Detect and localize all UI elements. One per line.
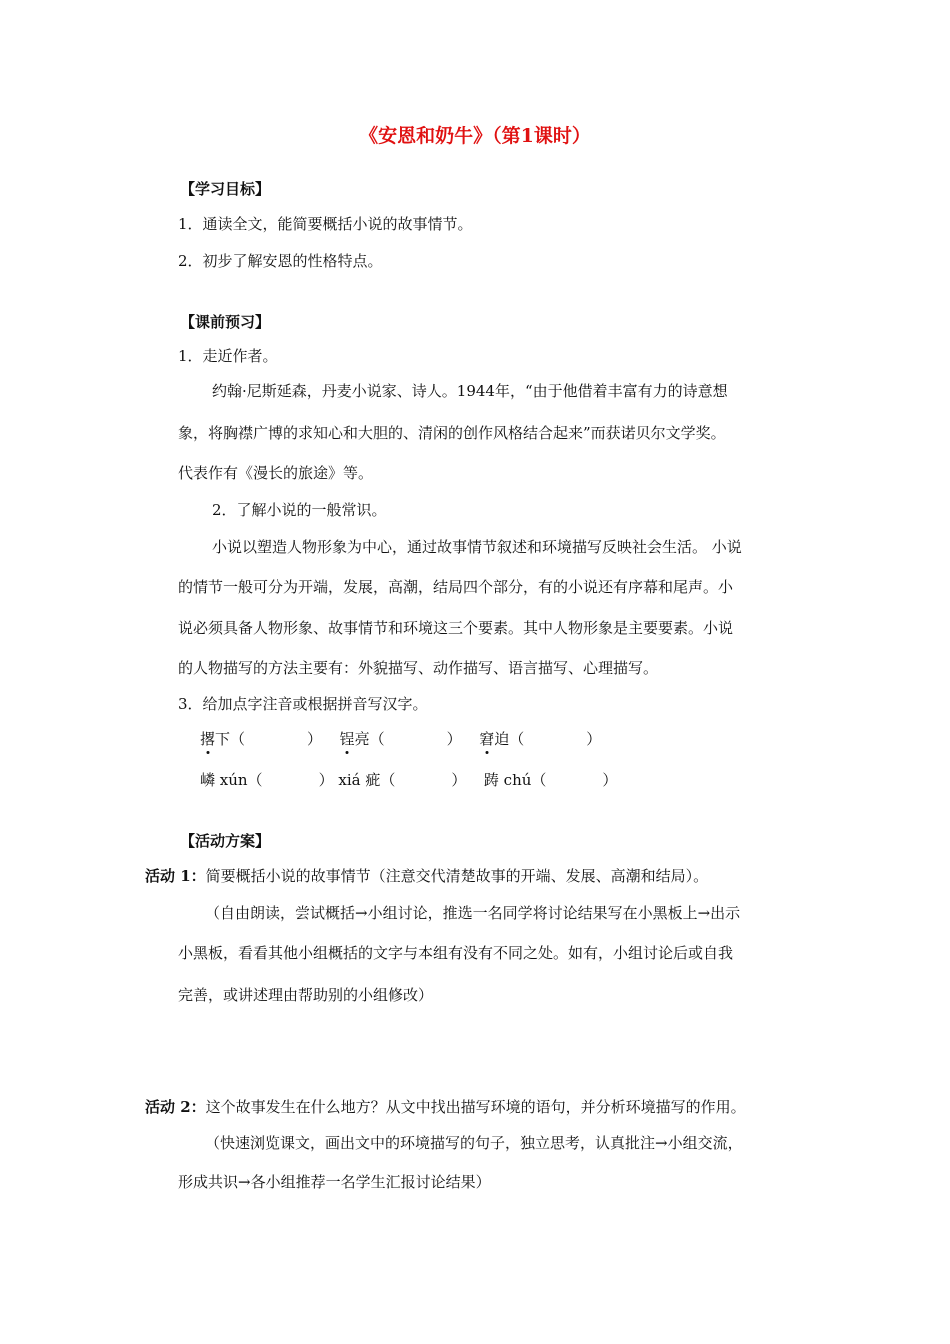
novel-line-1: 小说以塑造人物形象为中心，通过故事情节叙述和环境描写反映社会生活。 小说 <box>212 538 742 556</box>
word-item: xiá 疵（ ） <box>338 771 467 789</box>
activity-2-label: 活动 2： <box>145 1098 206 1116</box>
objective-item-2: 2．初步了解安恩的性格特点。 <box>178 252 383 270</box>
preview-heading: 【课前预习】 <box>180 313 271 331</box>
activity-1 <box>145 866 708 886</box>
word-item: 踌 chú（ ） <box>483 771 618 789</box>
word-item: 窘迫（ ） <box>479 730 602 748</box>
preview-item-1-label: 1．走近作者。 <box>178 347 278 365</box>
word-item: 锃亮（ ） <box>339 730 462 748</box>
activity-2-line-2: 形成共识→各小组推荐一名学生汇报讨论结果） <box>178 1173 491 1191</box>
activity-1-line-3: 完善，或讲述理由帮助别的小组修改） <box>178 986 434 1004</box>
word-item: 嶙 xún（ ） <box>200 771 334 789</box>
activity-1-line-1: （自由朗读，尝试概括→小组讨论，推选一名同学将讨论结果写在小黑板上→出示 <box>205 904 741 922</box>
activity-2-line-1: （快速浏览课文，画出文中的环境描写的句子，独立思考，认真批注→小组交流， <box>205 1134 743 1152</box>
activity-1-label: 活动 1： <box>145 867 206 885</box>
preview-item-3-label: 3．给加点字注音或根据拼音写汉字。 <box>178 695 428 713</box>
author-line-1: 约翰·尼斯延森，丹麦小说家、诗人。1944年，“由于他借着丰富有力的诗意想 <box>212 382 728 400</box>
page-title: 《安恩和奶牛》（第1课时） <box>359 125 591 147</box>
novel-line-4: 的人物描写的方法主要有：外貌描写、动作描写、语言描写、心理描写。 <box>178 659 659 677</box>
novel-line-2: 的情节一般可分为开端，发展，高潮，结局四个部分，有的小说还有序幕和尾声。小 <box>178 578 734 596</box>
preview-item-2-label: 2．了解小说的一般常识。 <box>212 501 387 519</box>
objectives-heading: 【学习目标】 <box>180 180 271 198</box>
pinyin-row-2 <box>200 770 617 790</box>
pinyin-row-1 <box>200 729 601 749</box>
activities-heading: 【活动方案】 <box>180 832 271 850</box>
author-line-3: 代表作有《漫长的旅途》等。 <box>178 464 374 482</box>
word-item: 撂下（ ） <box>200 730 323 748</box>
objective-item-1: 1．通读全文，能简要概括小说的故事情节。 <box>178 215 473 233</box>
activity-2-text: 这个故事发生在什么地方？从文中找出描写环境的语句，并分析环境描写的作用。 <box>205 1098 746 1116</box>
activity-2 <box>145 1097 746 1117</box>
activity-1-text: 简要概括小说的故事情节（注意交代清楚故事的开端、发展、高潮和结局）。 <box>205 867 709 885</box>
activity-1-line-2: 小黑板，看看其他小组概括的文字与本组有没有不同之处。如有，小组讨论后或自我 <box>178 944 734 962</box>
author-line-2: 象，将胸襟广博的求知心和大胆的、清闲的创作风格结合起来”而获诺贝尔文学奖。 <box>178 424 726 442</box>
novel-line-3: 说必须具备人物形象、故事情节和环境这三个要素。其中人物形象是主要要素。小说 <box>178 619 734 637</box>
